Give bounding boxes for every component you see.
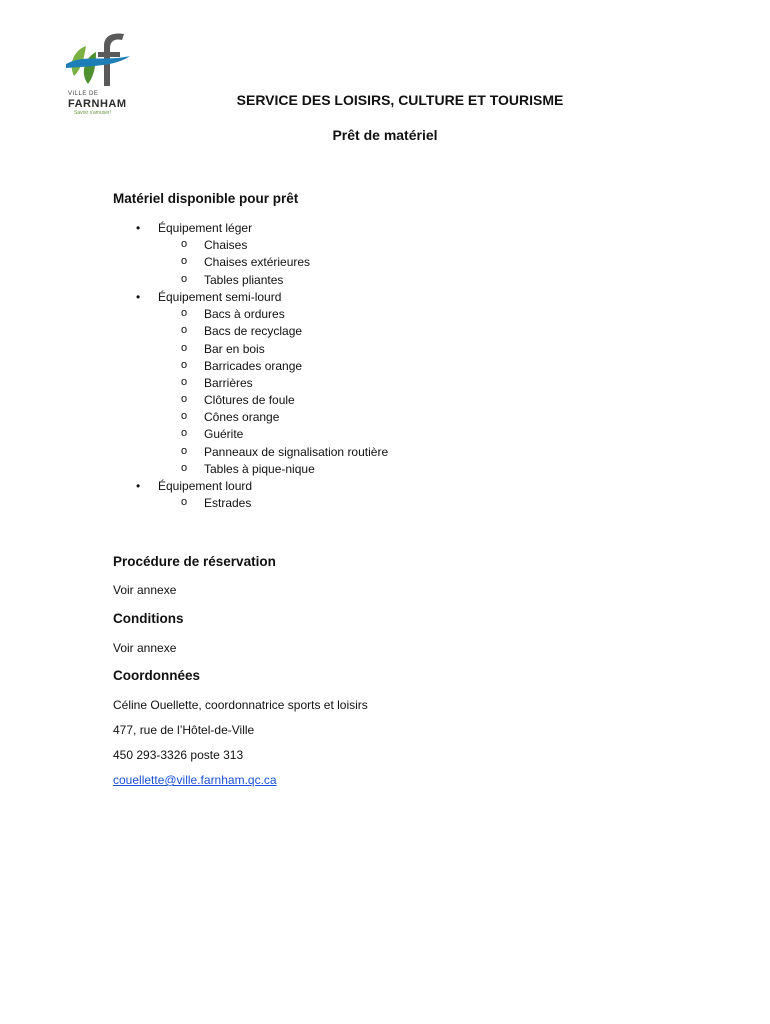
category-label: Équipement semi-lourd — [158, 289, 282, 304]
coordonnees-heading: Coordonnées — [113, 668, 201, 683]
materiel-list — [136, 220, 536, 513]
sub-bullet-icon: o — [181, 358, 188, 371]
sub-bullet-icon: o — [181, 307, 188, 320]
sub-bullet-icon: o — [181, 375, 188, 388]
equipment-item — [136, 444, 536, 461]
equipment-label: Bacs de recyclage — [204, 324, 303, 339]
equipment-label: Bacs à ordures — [204, 307, 285, 322]
category-item — [136, 478, 536, 495]
equipment-label: Bar en bois — [204, 341, 265, 356]
equipment-label: Panneaux de signalisation routière — [204, 444, 389, 459]
category-item — [136, 220, 536, 237]
equipment-label: Cônes orange — [204, 410, 280, 425]
procedure-text: Voir annexe — [113, 583, 177, 597]
service-title: SERVICE DES LOISIRS, CULTURE ET TOURISME — [236, 92, 564, 108]
sub-bullet-icon: o — [181, 238, 188, 251]
equipment-item — [136, 341, 536, 358]
equipment-item — [136, 426, 536, 443]
equipment-item — [136, 392, 536, 409]
contact-phone: 450 293-3326 poste 313 — [113, 748, 244, 762]
equipment-label: Tables pliantes — [204, 272, 284, 287]
equipment-item — [136, 272, 536, 289]
materiel-heading: Matériel disponible pour prêt — [113, 191, 299, 206]
sub-bullet-icon: o — [181, 461, 188, 474]
category-item — [136, 289, 536, 306]
equipment-item — [136, 375, 536, 392]
equipment-label: Chaises — [204, 238, 248, 253]
equipment-label: Barrières — [204, 375, 253, 390]
conditions-text: Voir annexe — [113, 641, 177, 655]
sub-bullet-icon: o — [181, 341, 188, 354]
sub-bullet-icon: o — [181, 324, 188, 337]
logo-name-text: FARNHAM — [68, 98, 127, 110]
equipment-label: Estrades — [204, 496, 252, 511]
sub-bullet-icon: o — [181, 272, 188, 285]
bullet-icon: • — [136, 221, 141, 235]
category-label: Équipement lourd — [158, 479, 253, 494]
equipment-item — [136, 495, 536, 512]
procedure-heading: Procédure de réservation — [113, 554, 276, 569]
equipment-item — [136, 306, 536, 323]
equipment-item — [136, 461, 536, 478]
equipment-label: Clôtures de foule — [204, 393, 295, 408]
equipment-label: Tables à pique-nique — [204, 461, 315, 476]
sub-bullet-icon: o — [181, 410, 188, 423]
sub-bullet-icon: o — [181, 255, 188, 268]
equipment-label: Chaises extérieures — [204, 255, 311, 270]
logo-ville-text: VILLE DE — [68, 91, 99, 97]
equipment-item — [136, 237, 536, 254]
sub-bullet-icon: o — [181, 444, 188, 457]
sub-bullet-icon: o — [181, 393, 188, 406]
equipment-item — [136, 358, 536, 375]
conditions-heading: Conditions — [113, 611, 184, 626]
contact-address: 477, rue de l’Hôtel-de-Ville — [113, 723, 255, 737]
bullet-icon: • — [136, 289, 141, 304]
category-label: Équipement léger — [158, 221, 253, 235]
equipment-label: Guérite — [204, 427, 244, 442]
sub-bullet-icon: o — [181, 496, 188, 509]
equipment-item — [136, 409, 536, 426]
contact-name: Céline Ouellette, coordonnatrice sports et loisirs — [113, 698, 368, 712]
bullet-icon: • — [136, 479, 141, 494]
farnham-emblem-icon — [64, 28, 140, 94]
document-subtitle: Prêt de matériel — [332, 127, 438, 143]
logo-slogan-text: Savoir s'amuser! — [74, 110, 112, 116]
sub-bullet-icon: o — [181, 427, 188, 440]
contact-email-link[interactable]: couellette@ville.farnham.qc.ca — [113, 773, 277, 787]
equipment-label: Barricades orange — [204, 358, 303, 373]
equipment-item — [136, 323, 536, 340]
equipment-item — [136, 254, 536, 271]
